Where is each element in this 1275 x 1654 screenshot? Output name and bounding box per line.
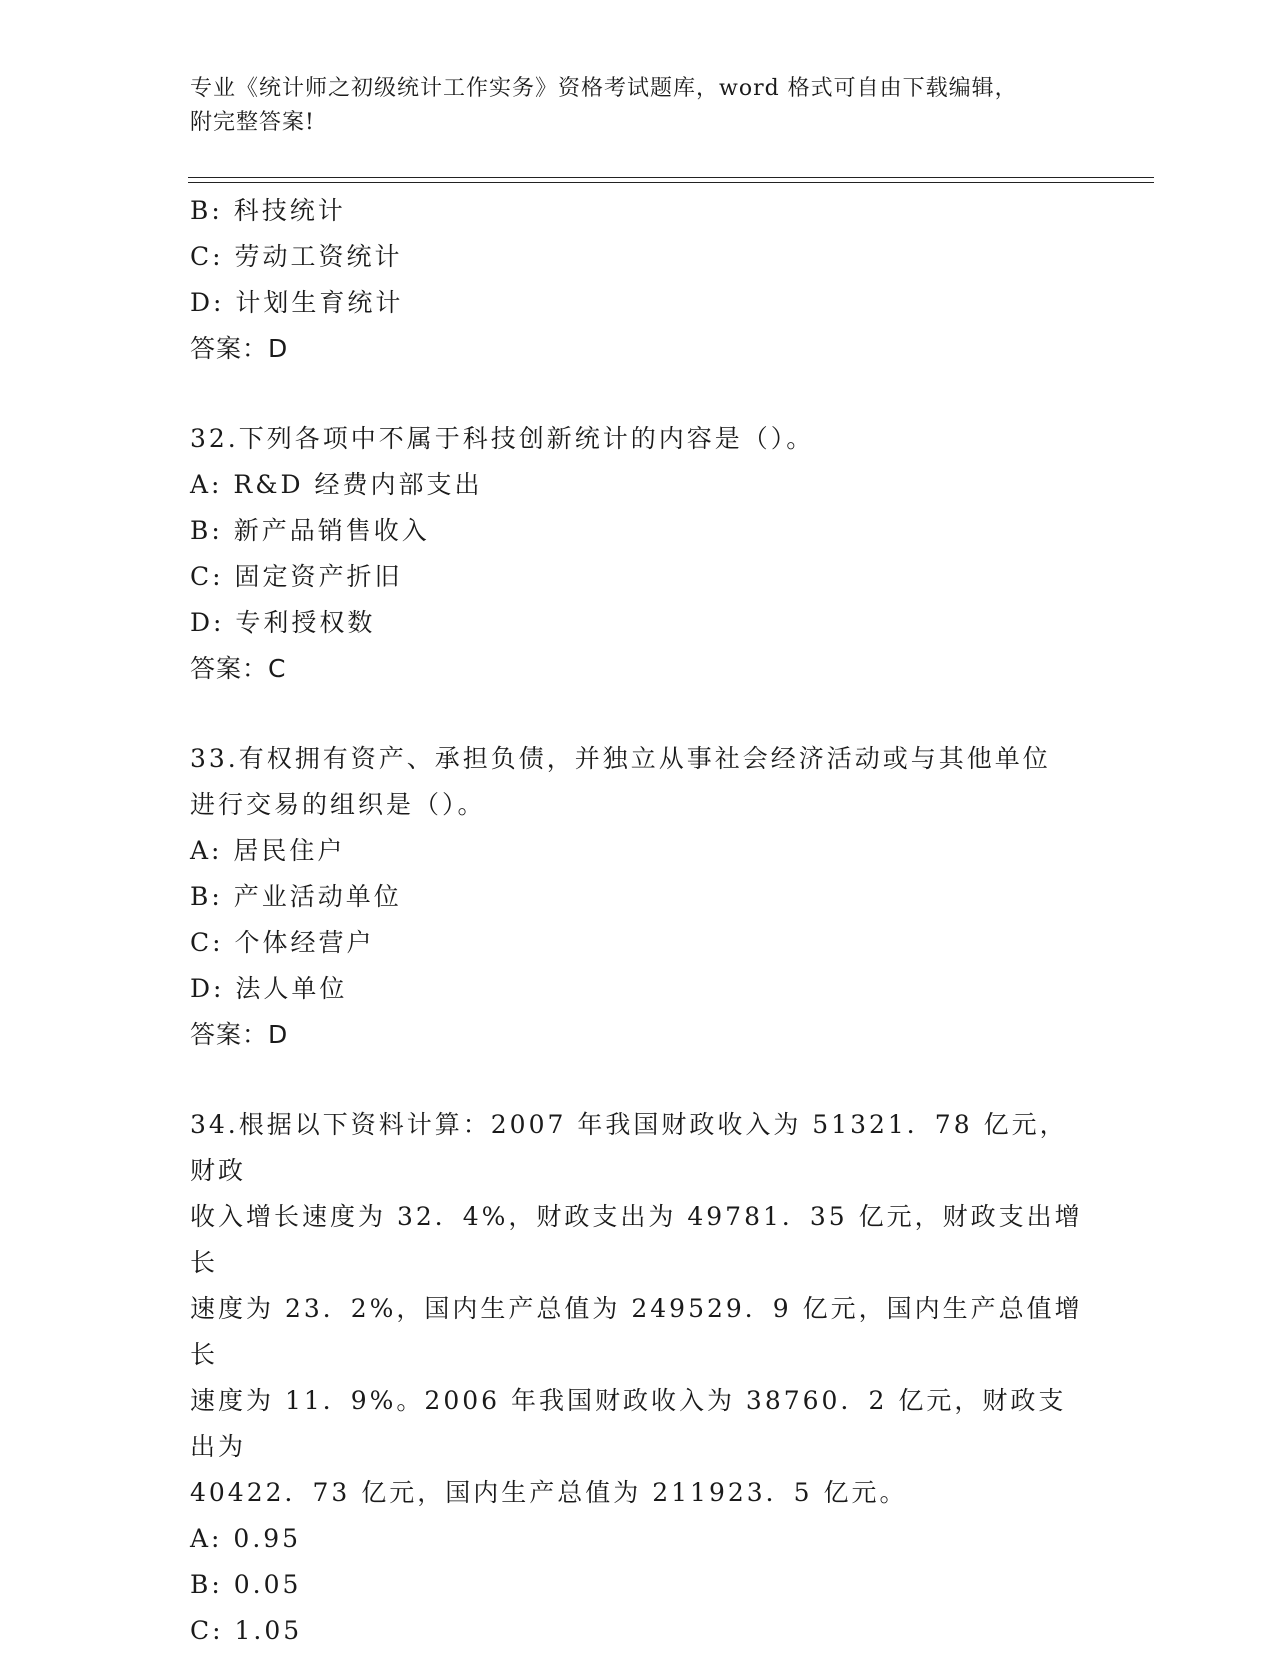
spacer <box>190 372 1090 416</box>
q33-option-c: C: 个体经营户 <box>190 928 375 957</box>
header-divider-top <box>188 177 1154 178</box>
q32-option-b: B: 新产品销售收入 <box>190 516 430 545</box>
q31-answer: 答案：D <box>190 334 289 363</box>
question-34 <box>190 1102 1090 1654</box>
q31-option-b: B: 科技统计 <box>190 196 346 225</box>
q32-option-a: A: R&D 经费内部支出 <box>190 470 483 499</box>
q34-question-line-5: 40422．73 亿元，国内生产总值为 211923．5 亿元。 <box>190 1478 908 1507</box>
spacer <box>190 1058 1090 1102</box>
q33-answer: 答案：D <box>190 1020 289 1049</box>
question-list <box>190 188 1090 1654</box>
q34-question-line-2: 收入增长速度为 32．4%，财政支出为 49781．35 亿元，财政支出增长 <box>190 1202 1083 1277</box>
q32-option-d: D: 专利授权数 <box>190 608 376 637</box>
question-32 <box>190 416 1090 692</box>
q34-question-line-1: 34.根据以下资料计算：2007 年我国财政收入为 51321．78 亿元，财政 <box>190 1110 1068 1185</box>
q32-option-c: C: 固定资产折旧 <box>190 562 403 591</box>
q33-option-d: D: 法人单位 <box>190 974 348 1003</box>
q34-question-line-3: 速度为 23．2%，国内生产总值为 249529．9 亿元，国内生产总值增长 <box>190 1294 1083 1369</box>
q34-question-line-4: 速度为 11．9%。2006 年我国财政收入为 38760．2 亿元，财政支出为 <box>190 1386 1067 1461</box>
header-line-1: 专业《统计师之初级统计工作实务》资格考试题库，word 格式可自由下载编辑， <box>190 76 1018 101</box>
q33-option-a: A: 居民住户 <box>190 836 346 865</box>
q33-question-line-1: 33.有权拥有资产、承担负债，并独立从事社会经济活动或与其他单位 <box>190 744 1051 773</box>
header-divider-bottom <box>188 182 1154 183</box>
q32-question: 32.下列各项中不属于科技创新统计的内容是（）。 <box>190 424 815 453</box>
q34-option-a: A: 0.95 <box>190 1524 302 1553</box>
q34-option-b: B: 0.05 <box>190 1570 302 1599</box>
question-31 <box>190 188 1090 372</box>
q33-question-line-2: 进行交易的组织是（）。 <box>190 790 486 819</box>
q34-option-c: C: 1.05 <box>190 1616 303 1645</box>
q31-option-c: C: 劳动工资统计 <box>190 242 403 271</box>
q33-option-b: B: 产业活动单位 <box>190 882 402 911</box>
spacer <box>190 692 1090 736</box>
q32-answer: 答案：C <box>190 654 287 683</box>
header-line-2: 附完整答案! <box>190 110 315 135</box>
q31-option-d: D: 计划生育统计 <box>190 288 404 317</box>
document-header <box>190 72 1090 140</box>
question-33 <box>190 736 1090 1058</box>
